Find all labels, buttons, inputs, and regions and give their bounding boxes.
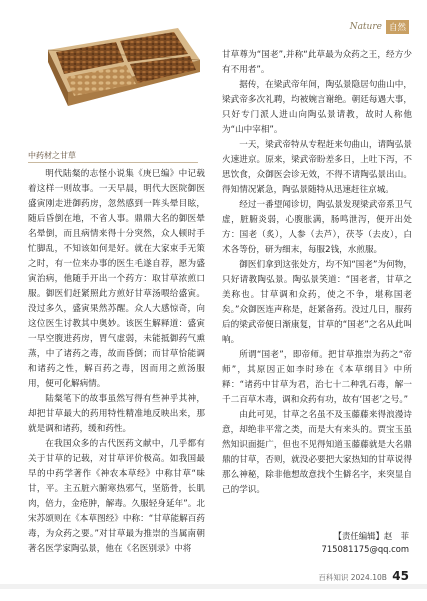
section-label-en: Nature <box>349 22 382 32</box>
left-column-text <box>28 167 205 557</box>
left-paragraph-3: 在我国众多的古代医药文献中，几乎都有关于甘草的记载，对甘草评价极高。如我国最早的中药学著作《神农本草经》中称甘草“味甘，平。主五脏六腑寒热邪气，坚筋骨，长肌肉，倍力，金疮肿，解毒。久服轻身延年”。北宋苏颂则在《本草图经》中称：“甘草能解百药毒，为众药之要。”对甘草最为推崇的当属南朝著名医学家陶弘景，他在《名医别录》中将 <box>28 439 205 554</box>
right-paragraph-6: 所谓“国老”，即帝师。把甘草推崇为药之“帝师”，其原因正如李时珍在《本草纲目》中所释：“诸药中甘草为君，治七十二种乳石毒，解一千二百草木毒，调和众药有功，故有‘国老’之号。” <box>222 350 412 405</box>
page-number: 45 <box>392 569 409 583</box>
right-paragraph-4: 经过一番望闻诊切，陶弘景发现梁武帝系卫气虚，脏腑炎弱，心腹胀满，肠鸣泄泻，便开出处方：国老（炙），人参（去芦），茯苓（去皮），白术各等份，研为细末，每服2钱，水煎服。 <box>222 200 412 255</box>
footer-rule <box>0 584 427 589</box>
right-paragraph-7: 由此可见，甘草之名虽不及玉藤藤来得浪漫诗意，却绝非平常之类，而是大有来头的。贾宝玉虽然知识面挺广，但也不见得知道玉藤藤就是大名鼎鼎的甘草，否则，就没必要把大家热知的甘草说得那么神秘，除非他想故意找个生僻名字，来突显自己的学识。 <box>222 410 412 495</box>
right-column-text <box>222 48 412 498</box>
right-paragraph-5: 御医们拿到这张处方，均不知“国老”为何物，只好请教陶弘景。陶弘景笑道：“国老者，甘草之美称也。甘草调和众药，使之不争，堪称国老矣。”众御医连声称是，赶紧备药。没过几日，服药后的梁武帝便日渐康复，甘草的“国老”之名从此叫响。 <box>222 260 412 345</box>
left-paragraph-1: 明代陆粲的志怪小说集《庚巳编》中记载着这样一则故事。一天早晨，明代大医院御医盛寅刚走进御药房，忽然感到一阵头晕目眩，随后昏倒在地，不省人事。鼎鼎大名的御医晕名晕倒，而且病情来得十分突然，众人顿时手忙脚乱，不知该如何是好。就在大家束手无策之时，有一位来办事的医生毛遂自荐，愿为盛寅治病，他随手开出一个药方：取甘草浓煎口服。御医们赶紧照此方煎好甘草汤喂给盛寅。没过多久，盛寅果然苏醒。众人大感惊奇，向这位医生讨教其中奥妙。该医生解释道：盛寅一早空腹进药房，胃气虚弱，未能抵御药气熏蒸，中了诸药之毒，故而昏倒；而甘草恰能调和诸药之性，解百药之毒，因而用之煎汤服用，便可化解病情。 <box>28 169 205 389</box>
section-label-zh: 自然 <box>386 20 409 34</box>
page-footer <box>318 569 409 583</box>
photo-caption: 中药材之甘草 <box>28 150 198 163</box>
magazine-issue: 百科知识 2024.10B <box>318 573 387 582</box>
editor-credit <box>321 530 409 554</box>
right-paragraph-1: 甘草尊为“国老”,并称“此草最为众药之王，经方少有不用者”。 <box>222 50 412 75</box>
editor-name: 【责任编辑】赵 菲 <box>333 531 409 541</box>
right-paragraph-3: 一天，梁武帝特从专程赶来句曲山，请陶弘景火速进京。原来，梁武帝盼差多日，上吐下泻，不思饮食，众御医会诊无效，不得不请陶弘景出山。得知情况紧急，陶弘景随特从迅速赶往京城。 <box>222 140 412 195</box>
editor-email: 715081175@qq.com <box>321 544 409 554</box>
section-header <box>350 20 409 34</box>
right-paragraph-2: 据传，在梁武帝年间，陶弘景隐居句曲山中，梁武帝多次礼聘，均被婉言谢绝。朝廷每遇大事，只好专门派人进山向陶弘景请教，故时人称他为“山中宰相”。 <box>222 80 412 135</box>
left-paragraph-2: 陆粲笔下的故事虽然写得有些神乎其神，却把甘草最大的药用特性精准地反映出来，那就是调和诸药，缓和药性。 <box>28 394 205 434</box>
licorice-photo <box>28 20 203 130</box>
